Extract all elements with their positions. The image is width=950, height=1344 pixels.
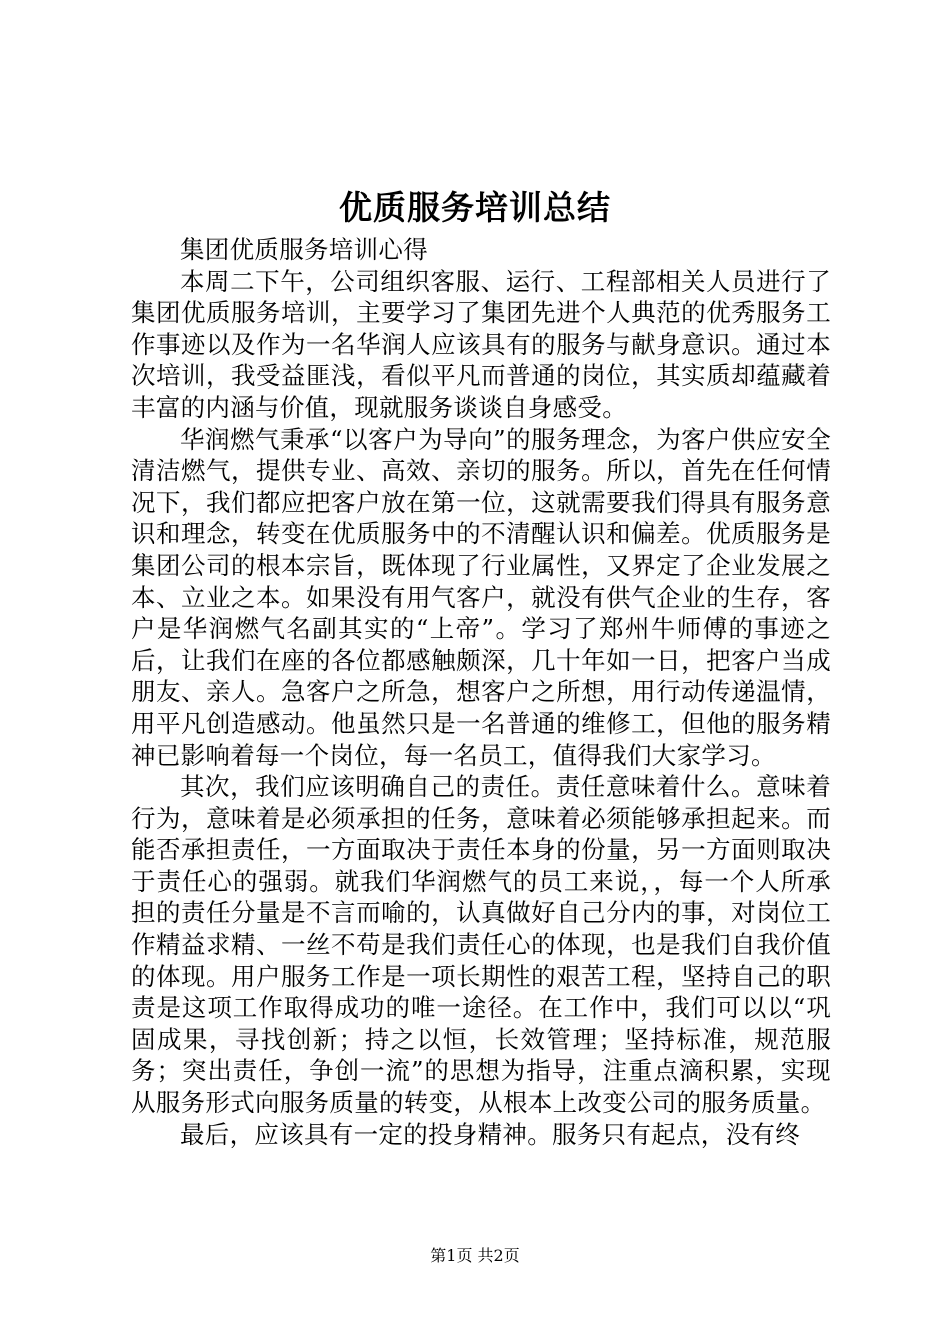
paragraph: 其次，我们应该明确自己的责任。责任意味着什么。意味着行为，意味着是必须承担的任务，意味着必须能够承担起来。而能否承担责任，一方面取决于责任本身的份量，另一方面则取决于责任心的强弱。就我们华润燃气的员工来说，，每一个人所承担的责任分量是不言而喻的，认真做好自己分内的事，对岗位工作精益求精、一丝不苟是我们责任心的体现，也是我们自我价值的体现。用户服务工作是一项长期性的艰苦工程，坚持自己的职责是这项工作取得成功的唯一途径。在工作中，我们可以以“巩固成果，寻找创新；持之以恒，长效管理；坚持标准，规范服务；突出责任，争创一流”的思想为指导，注重点滴积累，实现从服务形式向服务质量的转变，从根本上改变公司的服务质量。	[131, 772, 832, 1118]
paragraph: 最后，应该具有一定的投身精神。服务只有起点，没有终	[180, 1119, 800, 1149]
paragraph-subtitle: 集团优质服务培训心得	[180, 235, 428, 264]
document-title: 优质服务培训总结	[339, 188, 611, 227]
paragraph: 华润燃气秉承“以客户为导向”的服务理念，为客户供应安全清洁燃气，提供专业、高效、亲切的服务。所以，首先在任何情况下，我们都应把客户放在第一位，这就需要我们得具有服务意识和理念，转变在优质服务中的不清醒认识和偏差。优质服务是集团公司的根本宗旨，既体现了行业属性，又界定了企业发展之本、立业之本。如果没有用气客户，就没有供气企业的生存，客户是华润燃气名副其实的“上帝”。学习了郑州牛师傅的事迹之后，让我们在座的各位都感触颇深，几十年如一日，把客户当成朋友、亲人。急客户之所急，想客户之所想，用行动传递温情，用平凡创造感动。他虽然只是一名普通的维修工，但他的服务精神已影响着每一个岗位，每一名员工，值得我们大家学习。	[131, 424, 831, 770]
document-body	[131, 234, 831, 1150]
paragraph: 本周二下午，公司组织客服、运行、工程部相关人员进行了集团优质服务培训，主要学习了集团先进个人典范的优秀服务工作事迹以及作为一名华润人应该具有的服务与献身意识。通过本次培训，我受益匪浅，看似平凡而普通的岗位，其实质却蕴藏着丰富的内涵与价值，现就服务谈谈自身感受。	[131, 266, 831, 422]
page-number: 第1页 共2页	[430, 1246, 520, 1265]
